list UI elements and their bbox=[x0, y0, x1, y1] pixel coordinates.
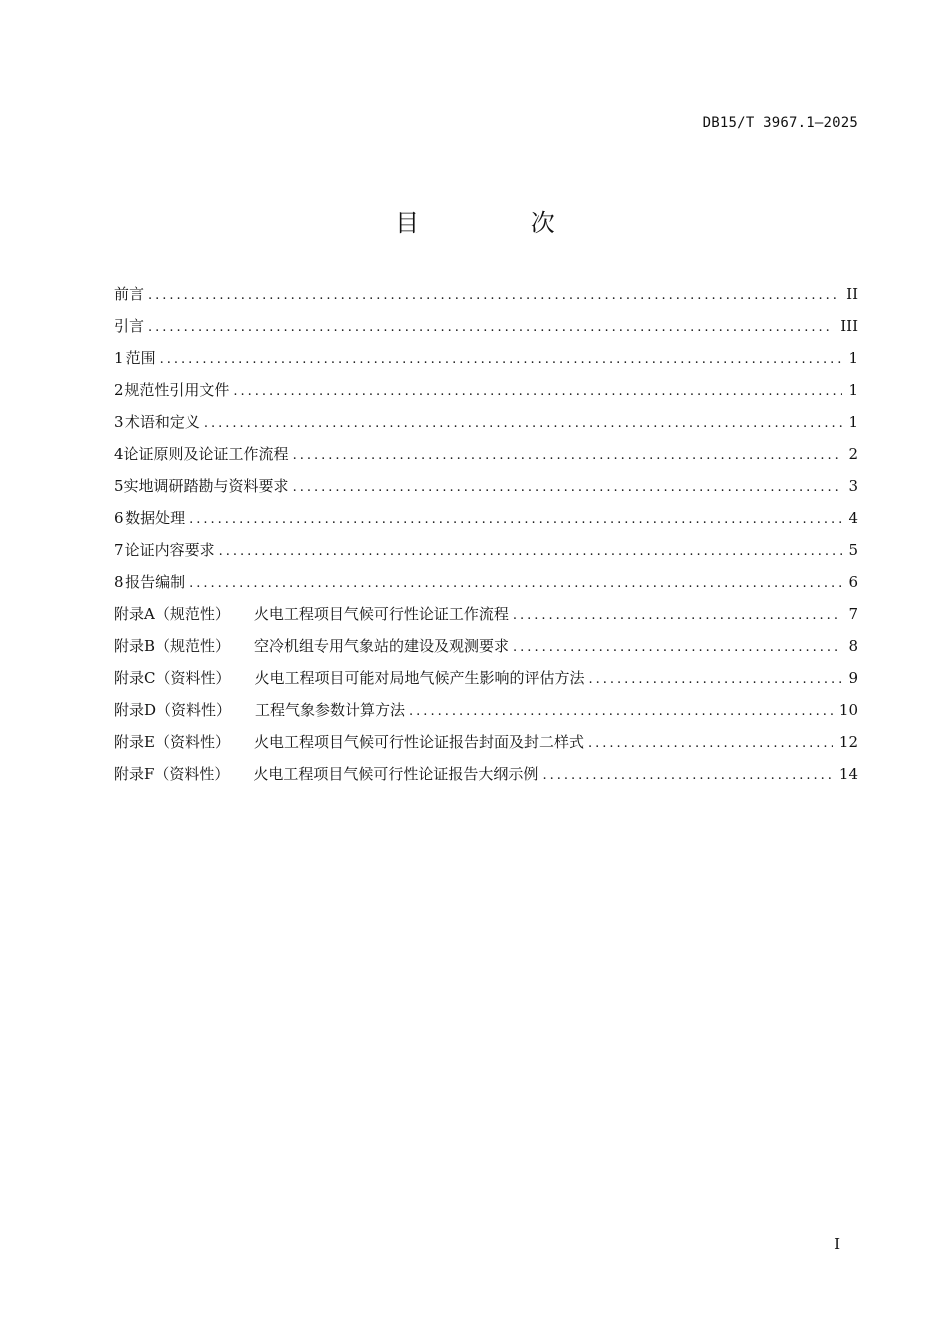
toc-entry-appendix-a[interactable] bbox=[114, 603, 858, 635]
toc-entry-1[interactable] bbox=[114, 347, 858, 379]
toc-entry-8[interactable] bbox=[114, 571, 858, 603]
toc-entry-appendix-f[interactable] bbox=[114, 763, 858, 795]
toc-entry-appendix-d[interactable] bbox=[114, 699, 858, 731]
toc-entry-page: II bbox=[846, 285, 858, 303]
toc-dot-leader bbox=[588, 736, 833, 751]
table-of-contents bbox=[114, 283, 858, 795]
toc-entry-page: 3 bbox=[848, 477, 858, 495]
toc-entry-number: 6 bbox=[114, 509, 124, 527]
toc-dot-leader bbox=[189, 576, 842, 591]
toc-entry-label: 引言 bbox=[114, 317, 145, 335]
toc-dot-leader bbox=[148, 320, 834, 335]
toc-entry-number: 5 bbox=[114, 477, 124, 495]
toc-entry-page: 9 bbox=[848, 669, 858, 687]
toc-entry-label: 论证内容要求 bbox=[124, 541, 215, 559]
toc-entry-7[interactable] bbox=[114, 539, 858, 571]
toc-appendix-title: 火电工程项目可能对局地气候产生影响的评估方法 bbox=[254, 669, 585, 687]
toc-dot-leader bbox=[160, 352, 842, 367]
toc-appendix-label: 附录D（资料性） bbox=[114, 701, 232, 719]
standard-code: DB15/T 3967.1—2025 bbox=[702, 115, 858, 131]
toc-appendix-label: 附录B（规范性） bbox=[114, 637, 231, 655]
toc-appendix-title: 火电工程项目气候可行性论证报告封面及封二样式 bbox=[253, 733, 584, 751]
toc-entry-page: 1 bbox=[848, 413, 858, 431]
toc-dot-leader bbox=[409, 704, 833, 719]
toc-entry-label: 数据处理 bbox=[125, 509, 186, 527]
toc-dot-leader bbox=[219, 544, 842, 559]
toc-entry-3[interactable] bbox=[114, 411, 858, 443]
toc-entry-appendix-c[interactable] bbox=[114, 667, 858, 699]
toc-entry-number: 1 bbox=[114, 349, 124, 367]
toc-entry-page: 2 bbox=[848, 445, 858, 463]
toc-entry-page: 14 bbox=[838, 765, 858, 783]
toc-dot-leader bbox=[204, 416, 842, 431]
page-number: I bbox=[834, 1235, 840, 1253]
toc-entry-2[interactable] bbox=[114, 379, 858, 411]
toc-appendix-title: 火电工程项目气候可行性论证报告大纲示例 bbox=[253, 765, 539, 783]
toc-entry-6[interactable] bbox=[114, 507, 858, 539]
toc-entry-number: 3 bbox=[114, 413, 124, 431]
toc-entry-page: 1 bbox=[848, 381, 858, 399]
toc-entry-page: 12 bbox=[838, 733, 858, 751]
toc-entry-page: 4 bbox=[848, 509, 858, 527]
toc-dot-leader bbox=[189, 512, 842, 527]
toc-appendix-label: 附录A（规范性） bbox=[114, 605, 230, 623]
toc-entry-appendix-e[interactable] bbox=[114, 731, 858, 763]
toc-entry-label: 论证原则及论证工作流程 bbox=[123, 445, 289, 463]
toc-entry-page: III bbox=[840, 317, 858, 335]
toc-entry-label: 报告编制 bbox=[125, 573, 186, 591]
toc-entry-5[interactable] bbox=[114, 475, 858, 507]
toc-dot-leader bbox=[542, 768, 832, 783]
toc-dot-leader bbox=[233, 384, 842, 399]
toc-entry-number: 4 bbox=[114, 445, 124, 463]
toc-entry-number: 7 bbox=[114, 541, 124, 559]
toc-appendix-title: 火电工程项目气候可行性论证工作流程 bbox=[253, 605, 509, 623]
toc-entry-number: 8 bbox=[114, 573, 124, 591]
toc-entry-page: 8 bbox=[848, 637, 858, 655]
toc-entry-label: 规范性引用文件 bbox=[124, 381, 230, 399]
toc-appendix-title: 工程气象参数计算方法 bbox=[255, 701, 406, 719]
toc-entry-4[interactable] bbox=[114, 443, 858, 475]
toc-dot-leader bbox=[148, 288, 840, 303]
toc-entry-introduction[interactable] bbox=[114, 315, 858, 347]
toc-appendix-label: 附录C（资料性） bbox=[114, 669, 231, 687]
toc-dot-leader bbox=[589, 672, 843, 687]
toc-entry-foreword[interactable] bbox=[114, 283, 858, 315]
toc-entry-label: 术语和定义 bbox=[124, 413, 200, 431]
toc-appendix-title: 空冷机组专用气象站的建设及观测要求 bbox=[254, 637, 510, 655]
toc-entry-appendix-b[interactable] bbox=[114, 635, 858, 667]
toc-entry-page: 1 bbox=[848, 349, 858, 367]
toc-dot-leader bbox=[293, 480, 842, 495]
toc-entry-label: 实地调研踏勘与资料要求 bbox=[123, 477, 289, 495]
toc-dot-leader bbox=[293, 448, 842, 463]
toc-entry-page: 7 bbox=[848, 605, 858, 623]
toc-entry-label: 前言 bbox=[114, 285, 145, 303]
toc-title: 目 次 bbox=[395, 209, 607, 237]
toc-entry-page: 10 bbox=[838, 701, 858, 719]
toc-entry-label: 范围 bbox=[125, 349, 156, 367]
toc-dot-leader bbox=[513, 640, 842, 655]
toc-appendix-label: 附录F（资料性） bbox=[114, 765, 230, 783]
toc-entry-page: 5 bbox=[848, 541, 858, 559]
toc-entry-page: 6 bbox=[848, 573, 858, 591]
toc-dot-leader bbox=[513, 608, 842, 623]
toc-entry-number: 2 bbox=[114, 381, 124, 399]
toc-appendix-label: 附录E（资料性） bbox=[114, 733, 230, 751]
